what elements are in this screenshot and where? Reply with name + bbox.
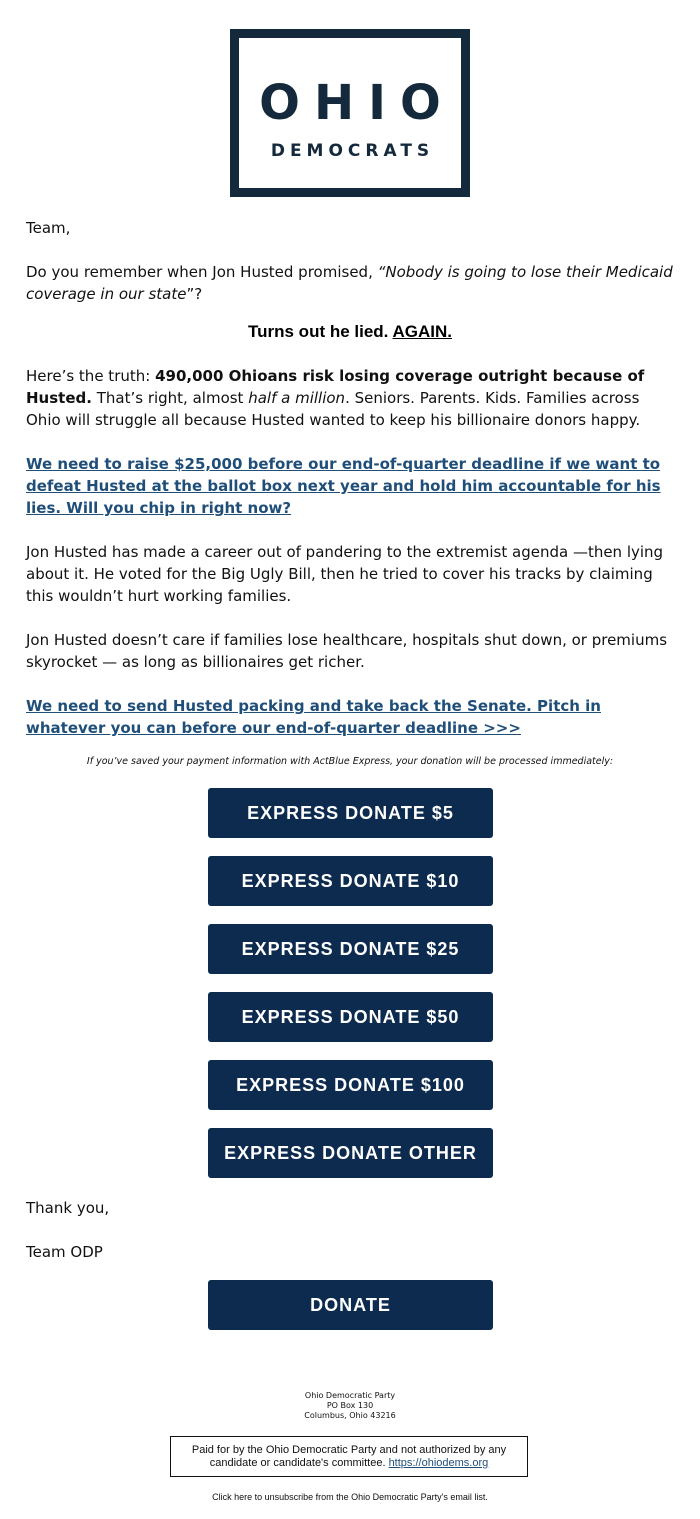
express-donate-5-button[interactable]: EXPRESS DONATE $5 bbox=[208, 788, 493, 838]
greeting: Team, bbox=[26, 219, 71, 237]
footer-po-box: PO Box 130 bbox=[326, 1401, 374, 1410]
paid-for-text: Paid for by the Ohio Democratic Party and not authorized by any candidate or candidate's committee. bbox=[191, 1444, 507, 1469]
care-paragraph: Jon Husted doesn’t care if families lose healthcare, hospitals shut down, or premiums skyrocket — as long as billionaires get richer. bbox=[26, 631, 668, 671]
actblue-express-note: If you’ve saved your payment information with ActBlue Express, your donation will be processed immediately: bbox=[86, 756, 614, 767]
ohiodems-link[interactable]: https://ohiodems.org bbox=[388, 1457, 489, 1469]
express-donate-100-button[interactable]: EXPRESS DONATE $100 bbox=[208, 1060, 493, 1110]
cta-paragraph-2 bbox=[26, 695, 676, 739]
intro-paragraph bbox=[26, 261, 676, 305]
career-paragraph: Jon Husted has made a career out of pandering to the extremist agenda —then lying about it. He voted for the Big Ugly Bill, then he tried to cover his tracks by claiming this wouldn’t hurt working families. bbox=[26, 543, 664, 605]
send-husted-packing-link[interactable]: We need to send Husted packing and take back the Senate. Pitch in whatever you can before our end-of-quarter deadline >>> bbox=[26, 697, 601, 737]
truth-rest: . Seniors. Parents. Kids. Families across Ohio will struggle all because Husted wanted to keep his billionaire donors happy. bbox=[26, 389, 641, 429]
truth-mid: That’s right, almost bbox=[91, 389, 249, 407]
ohio-democrats-logo bbox=[230, 29, 470, 197]
truth-italic: half a million bbox=[248, 389, 346, 407]
truth-paragraph bbox=[26, 365, 676, 431]
headline-main: Turns out he lied. bbox=[248, 322, 393, 341]
paid-for-disclaimer bbox=[170, 1436, 528, 1477]
express-donate-other-button[interactable]: EXPRESS DONATE OTHER bbox=[208, 1128, 493, 1178]
intro-quote: “Nobody is going to lose their Medicaid coverage in our state bbox=[26, 263, 673, 303]
headline bbox=[0, 320, 700, 344]
truth-bold: 490,000 Ohioans risk losing coverage outright because of Husted. bbox=[26, 367, 645, 407]
intro-before: Do you remember when Jon Husted promised, bbox=[26, 263, 378, 281]
footer-city: Columbus, Ohio 43216 bbox=[304, 1411, 396, 1420]
donate-button[interactable]: DONATE bbox=[208, 1280, 493, 1330]
headline-emphasis: AGAIN. bbox=[392, 322, 452, 341]
footer-address bbox=[0, 1391, 700, 1421]
express-donate-10-button[interactable]: EXPRESS DONATE $10 bbox=[208, 856, 493, 906]
truth-lead: Here’s the truth: bbox=[26, 367, 156, 385]
intro-after: ”? bbox=[186, 285, 203, 303]
express-donate-50-button[interactable]: EXPRESS DONATE $50 bbox=[208, 992, 493, 1042]
unsubscribe-link[interactable]: Click here to unsubscribe from the Ohio Democratic Party's email list. bbox=[212, 1492, 488, 1502]
signoff: Thank you, bbox=[26, 1199, 110, 1217]
logo-ohio-text: OHIO bbox=[259, 75, 455, 131]
signature: Team ODP bbox=[26, 1243, 103, 1261]
footer-org: Ohio Democratic Party bbox=[304, 1391, 396, 1400]
raise-25000-link[interactable]: We need to raise $25,000 before our end-of-quarter deadline if we want to defeat Husted at the ballot box next year and hold him accountable for his lies. Will you chip in right now? bbox=[26, 455, 661, 517]
logo-democrats-text: DEMOCRATS bbox=[270, 141, 435, 161]
cta-paragraph-1 bbox=[26, 453, 676, 519]
express-donate-25-button[interactable]: EXPRESS DONATE $25 bbox=[208, 924, 493, 974]
